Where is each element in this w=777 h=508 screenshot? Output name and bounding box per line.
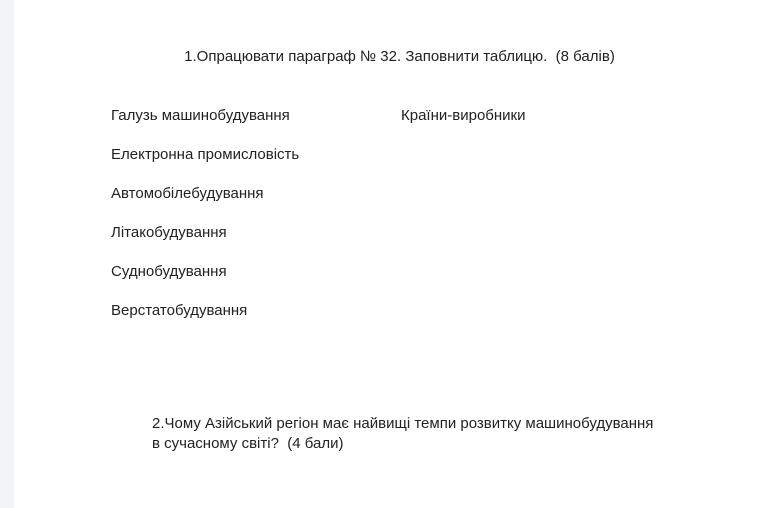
table-row: Автомобілебудування bbox=[111, 185, 264, 202]
table-row: Верстатобудування bbox=[111, 302, 248, 319]
task-2-line-1: 2.Чому Азійський регіон має найвищі темпи розвитку машинобудування bbox=[152, 415, 654, 432]
task-2-line-2: в сучасному світі? (4 бали) bbox=[152, 435, 344, 452]
table-column-countries bbox=[401, 106, 661, 145]
table-row: Електронна промисловість bbox=[111, 146, 300, 163]
document-left-margin bbox=[0, 0, 14, 508]
document-page bbox=[14, 0, 777, 508]
table-row: Літакобудування bbox=[111, 224, 227, 241]
table-column-industry bbox=[111, 106, 301, 340]
task-1-heading: 1.Опрацювати параграф № 32. Заповнити таблицю. (8 балів) bbox=[184, 48, 615, 65]
table-row: Суднобудування bbox=[111, 263, 227, 280]
task-2-question bbox=[152, 414, 672, 454]
table-header-industry: Галузь машинобудування bbox=[111, 107, 290, 124]
table-header-countries: Країни-виробники bbox=[401, 107, 526, 124]
